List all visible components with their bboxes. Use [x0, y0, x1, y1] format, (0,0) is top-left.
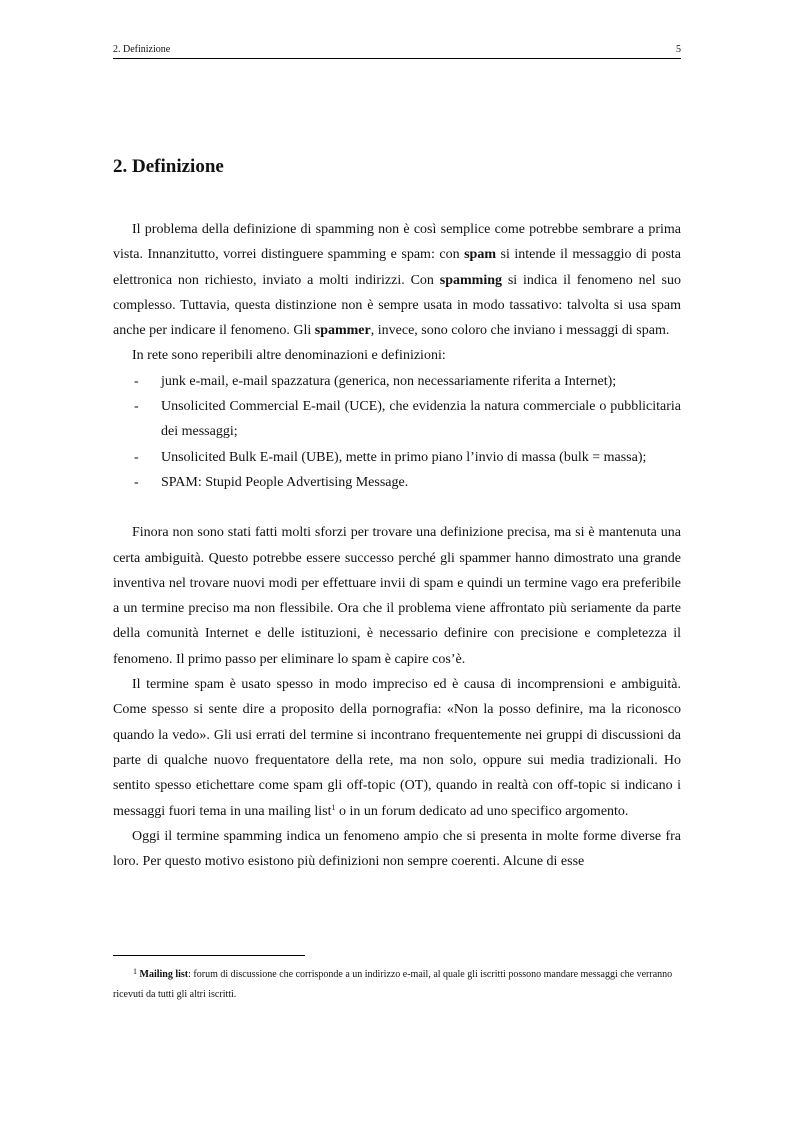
footnote [113, 965, 681, 1005]
paragraph-misuse [113, 672, 681, 824]
paragraph-definition-intro [113, 217, 681, 343]
term-spammer: spammer [314, 323, 371, 339]
p4-text-2: o in un forum dedicato ad uno specifico argomento. [335, 803, 629, 819]
running-header [113, 44, 681, 59]
list-item [113, 470, 681, 495]
page-number: 5 [676, 44, 681, 55]
list-item [113, 369, 681, 394]
dash-bullet: - [134, 373, 139, 389]
paragraph-today: Oggi il termine spamming indica un fenomeno ampio che si presenta in molte forme diverse fra loro. Per questo motivo esistono più definizioni non sempre coerenti. Alcune di esse [113, 828, 681, 870]
p1-text-3: si indica il fenomeno nel suo complesso. Tuttavia, questa distinzione non è sempre usata in modo tassativo: talvolta si usa spam anche per indicare il fenomeno. Gli [113, 272, 681, 339]
dash-bullet: - [134, 474, 139, 490]
header-chapter: 2. Definizione [113, 44, 171, 55]
dash-bullet: - [134, 399, 139, 415]
term-spamming: spamming [439, 272, 502, 288]
footnote-divider [113, 955, 305, 956]
footnote-number: 1 [133, 967, 137, 976]
list-item-text: Unsolicited Bulk E-mail (UBE), mette in primo piano l’invio di massa (bulk = massa); [161, 449, 647, 465]
chapter-title: 2. Definizione [113, 156, 224, 177]
list-item-text: junk e-mail, e-mail spazzatura (generica, non necessariamente riferita a Internet); [161, 373, 617, 389]
dash-bullet: - [134, 449, 139, 465]
p1-text-1: Il problema della definizione di spamming non è così semplice come potrebbe sembrare a prima vista. Innanzitutto, vorrei distinguere spamming e spam: con [113, 222, 681, 263]
list-item [113, 394, 681, 445]
body-text [113, 217, 681, 874]
list-item [113, 445, 681, 470]
p1-text-2: si intende il messaggio di posta elettronica non richiesto, inviato a molti indirizzi. Con [113, 247, 681, 288]
term-spam: spam [464, 247, 496, 263]
footnote-text: : forum di discussione che corrisponde a un indirizzo e-mail, al quale gli iscritti possono mandare messaggi che verranno ricevuti da tutti gli altri iscritti. [113, 969, 673, 1000]
paragraph-denominations: In rete sono reperibili altre denominazioni e definizioni: [132, 348, 446, 364]
p1-text-4: , invece, sono coloro che inviano i messaggi di spam. [370, 323, 670, 339]
footnote-term: Mailing list [139, 969, 189, 980]
footnote-reference: 1 [331, 802, 336, 812]
list-item-text: SPAM: Stupid People Advertising Message. [161, 474, 409, 490]
denominations-list [113, 369, 681, 495]
list-item-text: Unsolicited Commercial E-mail (UCE), che evidenzia la natura commerciale o pubblicitaria dei messaggi; [161, 399, 681, 440]
p4-text-1: Il termine spam è usato spesso in modo impreciso ed è causa di incomprensioni e ambiguità. Come spesso si sente dire a proposito della pornografia: «Non la posso definire, ma la riconosco quando la vedo». Gli usi errati del termine si incontrano frequentemente nei gruppi di discussioni da parte di qualche nuovo frequentatore della rete, ma non solo, oppure sui media tradizionali. Ho sentito spesso etichettare come spam gli off-topic (OT), quando in realtà con off-topic si indicano i messaggi fuori tema in una mailing list [113, 677, 681, 819]
paragraph-ambiguity: Finora non sono stati fatti molti sforzi per trovare una definizione precisa, ma si è mantenuta una certa ambiguità. Questo potrebbe essere successo perché gli spammer hanno dimostrato una grande inventiva nel trovare nuovi modi per effettuare invii di spam e quindi un termine vago era preferibile a un termine preciso ma non flessibile. Ora che il problema viene affrontato più seriamente da parte della comunità Internet e delle istituzioni, è necessario definire con precisione e completezza il fenomeno. Il primo passo per eliminare lo spam è capire cos’è. [113, 525, 681, 667]
